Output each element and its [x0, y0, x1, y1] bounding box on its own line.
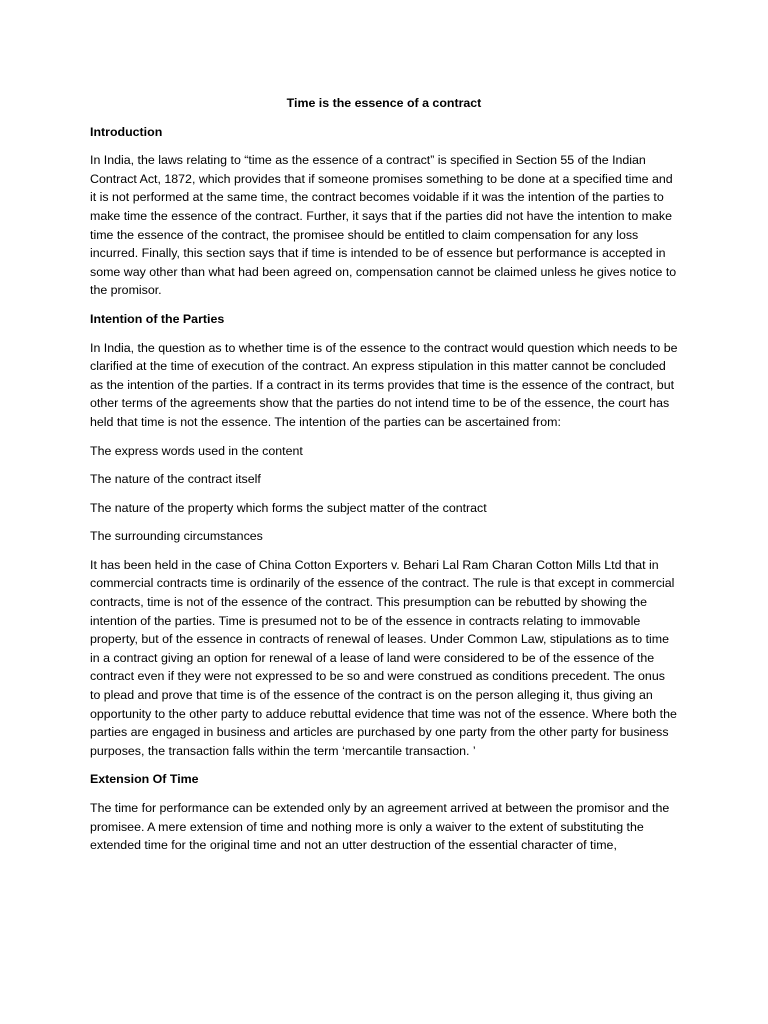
list-item: The nature of the property which forms the subject matter of the contract	[90, 500, 487, 515]
document-page	[90, 94, 678, 865]
paragraph: The time for performance can be extended only by an agreement arrived at between the promisor and the promisee. A mere extension of time and nothing more is only a waiver to the extent of substituting the extended time for the original time and not an utter destruction of the essential character of time,	[90, 801, 670, 853]
document-title: Time is the essence of a contract	[286, 96, 482, 110]
section-heading-intention: Intention of the Parties	[90, 311, 225, 326]
list-item: The surrounding circumstances	[90, 529, 263, 544]
list-item: The nature of the contract itself	[90, 472, 261, 487]
section-heading-introduction: Introduction	[90, 124, 163, 139]
list-item: The express words used in the content	[90, 443, 303, 458]
paragraph: In India, the question as to whether time is of the essence to the contract would question which needs to be clarified at the time of execution of the contract. An express stipulation in this matter cannot be concluded as the intention of the parties. If a contract in its terms provides that time is the essence of the contract, but other terms of the agreements show that the parties do not intend time to be of the essence, the court has held that time is not the essence. The intention of the parties can be ascertained from:	[90, 340, 678, 429]
section-heading-extension: Extension Of Time	[90, 772, 199, 787]
paragraph: It has been held in the case of China Cotton Exporters v. Behari Lal Ram Charan Cotton Mills Ltd that in commercial contracts time is ordinarily of the essence of the contract. The rule is that except in commercial contracts, time is not of the essence of the contract. This presumption can be rebutted by showing the intention of the parties. Time is presumed not to be of the essence in contracts relating to immovable property, but of the essence in contracts of renewal of leases. Under Common Law, stipulations as to time in a contract giving an option for renewal of a lease of land were considered to be of the essence of the contract even if they were not expressed to be so and were construed as conditions precedent. The onus to plead and prove that time is of the essence of the contract is on the person alleging it, thus giving an opportunity to the other party to adduce rebuttal evidence that time was not of the essence. Where both the parties are engaged in business and articles are purchased by one party from the other party for business purposes, the transaction falls within the term ‘mercantile transaction. ’	[90, 557, 677, 758]
paragraph: In India, the laws relating to “time as the essence of a contract” is specified in Section 55 of the Indian Contract Act, 1872, which provides that if someone promises something to be done at a specified time and it is not performed at the same time, the contract becomes voidable if it was the intention of the parties to make time the essence of the contract. Further, it says that if the parties did not have the intention to make time the essence of the contract, the promisee should be entitled to claim compensation for any loss incurred. Finally, this section says that if time is intended to be of essence but performance is accepted in some way other than what had been agreed on, compensation cannot be claimed unless he gives notice to the promisor.	[90, 153, 677, 298]
